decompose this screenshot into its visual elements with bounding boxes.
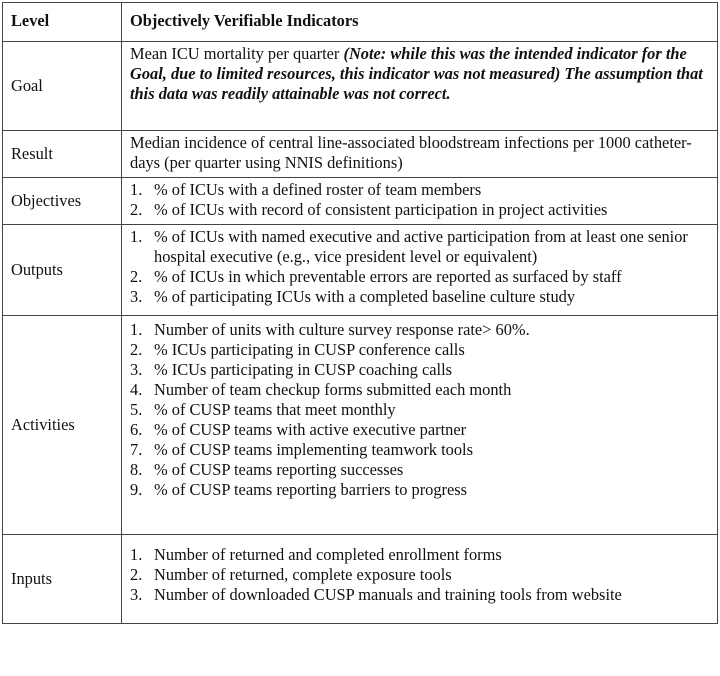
row-level: Outputs: [3, 225, 122, 316]
list-item-number: 2.: [130, 340, 143, 359]
row-level: Result: [3, 131, 122, 178]
list-item-text: Number of downloaded CUSP manuals and training tools from website: [154, 585, 622, 604]
indicator-list: [130, 180, 713, 220]
list-item-number: 1.: [130, 320, 143, 339]
list-item-number: 1.: [130, 180, 143, 199]
indicator-list: [130, 227, 713, 307]
list-item-text: % of ICUs with record of consistent participation in project activities: [154, 200, 608, 219]
indicator-list: [130, 320, 713, 500]
list-item: [130, 267, 713, 287]
list-item: [130, 287, 713, 307]
indicators-table: [2, 2, 718, 624]
list-item-text: % of CUSP teams that meet monthly: [154, 400, 396, 419]
row-indicator: [122, 178, 718, 225]
list-item-number: 3.: [130, 287, 143, 306]
list-item-number: 2.: [130, 200, 143, 219]
indicator-note: (Note: while this was the intended indicator for the Goal, due to limited resources, this indicator was not measured) The assumption that this data was readily attainable was not correct.: [130, 44, 703, 103]
row-indicator: [122, 42, 718, 131]
list-item-text: % of ICUs with named executive and active participation from at least one senior hospital executive (e.g., vice president level or equivalent): [154, 227, 688, 266]
row-level: Inputs: [3, 535, 122, 624]
table-row: [3, 316, 718, 535]
row-indicator: Median incidence of central line-associated bloodstream infections per 1000 catheter-days (per quarter using NNIS definitions): [122, 131, 718, 178]
row-indicator: [122, 535, 718, 624]
list-item: [130, 545, 713, 565]
list-item-text: % of ICUs in which preventable errors are reported as surfaced by staff: [154, 267, 622, 286]
list-item-number: 8.: [130, 460, 143, 479]
list-item: [130, 227, 713, 267]
list-item: [130, 420, 713, 440]
list-item: [130, 440, 713, 460]
list-item: [130, 585, 713, 605]
header-row: [3, 3, 718, 42]
row-level: Goal: [3, 42, 122, 131]
list-item-text: % ICUs participating in CUSP conference calls: [154, 340, 465, 359]
list-item: [130, 380, 713, 400]
list-item: [130, 180, 713, 200]
indicator-list: [130, 545, 713, 605]
list-item: [130, 400, 713, 420]
list-item-text: Number of team checkup forms submitted each month: [154, 380, 512, 399]
list-item-text: Number of units with culture survey response rate> 60%.: [154, 320, 530, 339]
list-item-text: Number of returned and completed enrollment forms: [154, 545, 502, 564]
list-item-number: 9.: [130, 480, 143, 499]
list-item-text: % of CUSP teams reporting successes: [154, 460, 404, 479]
list-item-text: % of ICUs with a defined roster of team members: [154, 180, 482, 199]
row-level: Activities: [3, 316, 122, 535]
list-item-number: 3.: [130, 585, 143, 604]
list-item-number: 7.: [130, 440, 143, 459]
list-item-number: 3.: [130, 360, 143, 379]
list-item-text: % of CUSP teams with active executive partner: [154, 420, 467, 439]
list-item-text: % of CUSP teams reporting barriers to progress: [154, 480, 468, 499]
header-indicators: Objectively Verifiable Indicators: [122, 3, 718, 42]
row-indicator: [122, 316, 718, 535]
table-row: [3, 42, 718, 131]
list-item-text: % of CUSP teams implementing teamwork tools: [154, 440, 473, 459]
table-row: [3, 225, 718, 316]
list-item-number: 5.: [130, 400, 143, 419]
list-item-number: 1.: [130, 545, 143, 564]
list-item: [130, 565, 713, 585]
list-item: [130, 360, 713, 380]
list-item-text: % of participating ICUs with a completed baseline culture study: [154, 287, 576, 306]
list-item-number: 6.: [130, 420, 143, 439]
list-item-number: 2.: [130, 565, 143, 584]
indicator-text: Mean ICU mortality per quarter: [130, 44, 340, 63]
list-item: [130, 200, 713, 220]
list-item-text: Number of returned, complete exposure tools: [154, 565, 452, 584]
list-item: [130, 320, 713, 340]
header-level: Level: [3, 3, 122, 42]
row-indicator: [122, 225, 718, 316]
table-row: [3, 178, 718, 225]
table-row: [3, 131, 718, 178]
list-item-number: 1.: [130, 227, 143, 246]
list-item-text: % ICUs participating in CUSP coaching calls: [154, 360, 453, 379]
list-item: [130, 340, 713, 360]
row-level: Objectives: [3, 178, 122, 225]
list-item-number: 4.: [130, 380, 143, 399]
table-row: [3, 535, 718, 624]
list-item: [130, 460, 713, 480]
list-item: [130, 480, 713, 500]
list-item-number: 2.: [130, 267, 143, 286]
